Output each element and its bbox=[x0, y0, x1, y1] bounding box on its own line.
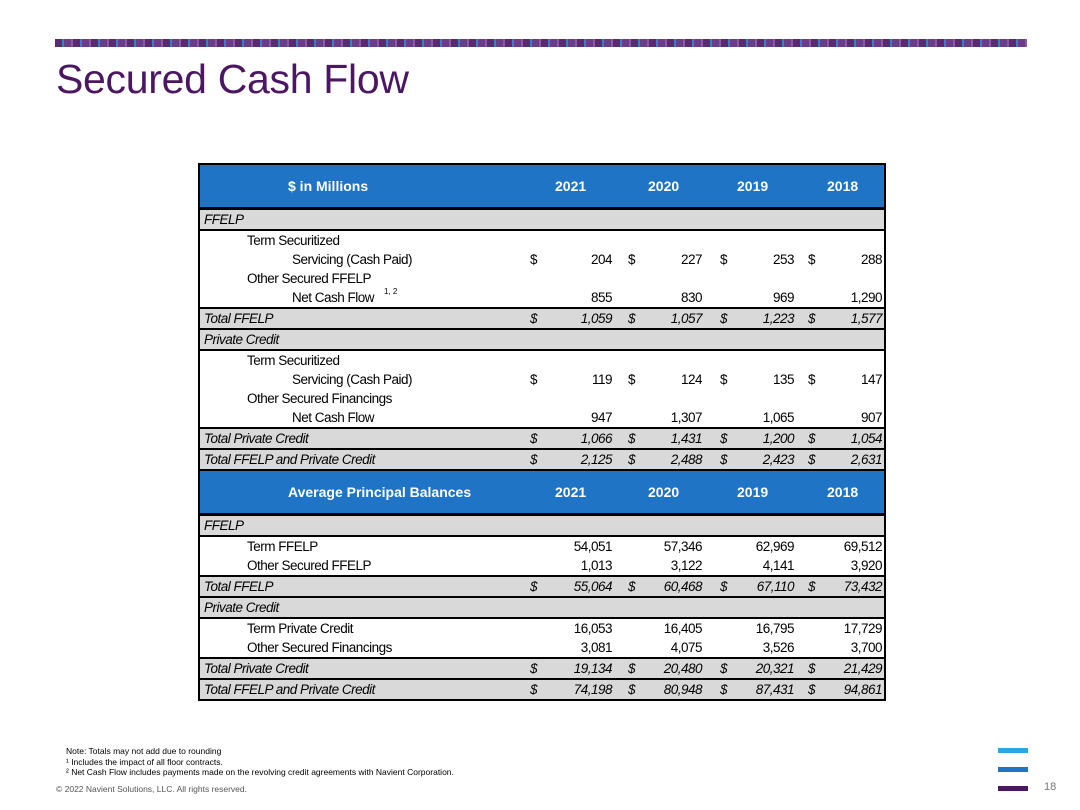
dollar-sign: $ bbox=[808, 452, 816, 467]
value-cell: 21,429 bbox=[843, 661, 882, 676]
total-label: Total Private Credit bbox=[204, 431, 309, 446]
footnote-marker: 1, 2 bbox=[384, 287, 398, 296]
row-label: Other Secured FFELP bbox=[247, 558, 372, 573]
table-row bbox=[200, 231, 884, 250]
value-cell: 3,122 bbox=[670, 558, 702, 573]
dollar-sign: $ bbox=[808, 682, 816, 697]
table-row bbox=[200, 288, 884, 307]
note-rounding: Note: Totals may not add due to rounding bbox=[66, 746, 222, 756]
grand-total-label: Total FFELP and Private Credit bbox=[204, 682, 375, 697]
value-cell: 1,577 bbox=[850, 311, 882, 326]
dollar-sign: $ bbox=[720, 311, 728, 326]
value-cell: 3,920 bbox=[850, 558, 882, 573]
table-header bbox=[200, 165, 884, 210]
dollar-sign: $ bbox=[808, 311, 816, 326]
value-cell: 253 bbox=[772, 252, 794, 267]
page-number: 18 bbox=[1044, 781, 1057, 793]
value-cell: 73,432 bbox=[843, 579, 882, 594]
dollar-sign: $ bbox=[808, 252, 816, 267]
table-row bbox=[200, 619, 884, 638]
value-cell: 87,431 bbox=[755, 682, 794, 697]
value-cell: 2,631 bbox=[850, 452, 882, 467]
note-net-cash-flow: ² Net Cash Flow includes payments made on the revolving credit agreements with Navient Corporation. bbox=[66, 767, 454, 777]
grand-total-row bbox=[200, 450, 884, 469]
value-cell: 1,290 bbox=[850, 290, 882, 305]
value-cell: 1,059 bbox=[580, 311, 612, 326]
value-cell: 135 bbox=[772, 372, 794, 387]
value-cell: 1,307 bbox=[670, 410, 702, 425]
dollar-sign: $ bbox=[628, 682, 636, 697]
grand-total-row bbox=[200, 680, 884, 699]
dollar-sign: $ bbox=[530, 661, 538, 676]
header-year: 2020 bbox=[648, 178, 680, 194]
value-cell: 119 bbox=[591, 372, 612, 387]
table-row bbox=[200, 638, 884, 657]
dollar-sign: $ bbox=[530, 372, 538, 387]
table-row bbox=[200, 389, 884, 408]
value-cell: 227 bbox=[680, 252, 702, 267]
value-cell: 20,480 bbox=[663, 661, 702, 676]
page-title: Secured Cash Flow bbox=[56, 56, 409, 102]
value-cell: 4,075 bbox=[670, 640, 702, 655]
value-cell: 1,066 bbox=[580, 431, 612, 446]
row-label: Servicing (Cash Paid) bbox=[292, 372, 413, 387]
table-row bbox=[200, 351, 884, 370]
header-year: 2019 bbox=[737, 178, 769, 194]
dollar-sign: $ bbox=[628, 372, 636, 387]
value-cell: 62,969 bbox=[755, 539, 794, 554]
dollar-sign: $ bbox=[808, 431, 816, 446]
value-cell: 830 bbox=[680, 290, 702, 305]
header-year: 2021 bbox=[555, 484, 587, 500]
dollar-sign: $ bbox=[530, 452, 538, 467]
cash-flow-table bbox=[198, 163, 886, 471]
value-cell: 1,013 bbox=[580, 558, 612, 573]
row-label: Term FFELP bbox=[247, 539, 318, 554]
logo-bar-bottom bbox=[998, 786, 1028, 791]
dollar-sign: $ bbox=[628, 311, 636, 326]
value-cell: 124 bbox=[680, 372, 702, 387]
header-year: 2021 bbox=[555, 178, 587, 194]
dollar-sign: $ bbox=[530, 579, 538, 594]
row-label: Other Secured Financings bbox=[247, 640, 392, 655]
header-year: 2019 bbox=[737, 484, 769, 500]
value-cell: 969 bbox=[772, 290, 794, 305]
header-year: 2018 bbox=[827, 484, 859, 500]
value-cell: 1,223 bbox=[762, 311, 794, 326]
value-cell: 67,110 bbox=[756, 579, 794, 594]
row-label: Other Secured Financings bbox=[247, 391, 392, 406]
value-cell: 1,200 bbox=[762, 431, 794, 446]
grand-total-label: Total FFELP and Private Credit bbox=[204, 452, 375, 467]
table-row bbox=[200, 537, 884, 556]
value-cell: 94,861 bbox=[843, 682, 882, 697]
total-row bbox=[200, 307, 884, 330]
header-year: 2018 bbox=[827, 178, 859, 194]
row-label: Net Cash Flow bbox=[292, 290, 375, 305]
value-cell: 2,488 bbox=[670, 452, 702, 467]
value-cell: 60,468 bbox=[663, 579, 702, 594]
value-cell: 20,321 bbox=[755, 661, 794, 676]
row-label: Term Securitized bbox=[247, 353, 340, 368]
header-units: Average Principal Balances bbox=[288, 484, 472, 500]
dollar-sign: $ bbox=[720, 252, 728, 267]
table-row bbox=[200, 556, 884, 575]
dollar-sign: $ bbox=[720, 661, 728, 676]
total-label: Total FFELP bbox=[204, 311, 274, 326]
decorative-top-bar bbox=[55, 39, 1027, 47]
dollar-sign: $ bbox=[628, 579, 636, 594]
dollar-sign: $ bbox=[720, 682, 728, 697]
value-cell: 3,526 bbox=[762, 640, 794, 655]
total-label: Total FFELP bbox=[204, 579, 274, 594]
section-header bbox=[200, 598, 884, 619]
dollar-sign: $ bbox=[530, 682, 538, 697]
value-cell: 1,054 bbox=[850, 431, 882, 446]
dollar-sign: $ bbox=[808, 579, 816, 594]
dollar-sign: $ bbox=[628, 252, 636, 267]
value-cell: 1,057 bbox=[670, 311, 702, 326]
value-cell: 907 bbox=[860, 410, 882, 425]
value-cell: 16,053 bbox=[573, 621, 612, 636]
value-cell: 1,431 bbox=[670, 431, 702, 446]
value-cell: 16,405 bbox=[663, 621, 702, 636]
value-cell: 55,064 bbox=[573, 579, 612, 594]
row-label: Term Private Credit bbox=[247, 621, 354, 636]
footnotes bbox=[66, 746, 454, 778]
header-units: $ in Millions bbox=[288, 178, 369, 194]
total-row bbox=[200, 657, 884, 680]
dollar-sign: $ bbox=[530, 252, 538, 267]
dollar-sign: $ bbox=[628, 661, 636, 676]
section-header bbox=[200, 516, 884, 537]
total-row bbox=[200, 575, 884, 598]
value-cell: 855 bbox=[590, 290, 612, 305]
value-cell: 74,198 bbox=[573, 682, 612, 697]
row-label: Net Cash Flow bbox=[292, 410, 375, 425]
dollar-sign: $ bbox=[720, 452, 728, 467]
section-label: FFELP bbox=[204, 212, 244, 227]
header-year: 2020 bbox=[648, 484, 680, 500]
section-header bbox=[200, 210, 884, 231]
value-cell: 4,141 bbox=[762, 558, 794, 573]
table-header bbox=[200, 471, 884, 516]
row-label: Other Secured FFELP bbox=[247, 271, 372, 286]
dollar-sign: $ bbox=[720, 431, 728, 446]
value-cell: 147 bbox=[860, 372, 882, 387]
value-cell: 2,423 bbox=[762, 452, 794, 467]
row-label: Servicing (Cash Paid) bbox=[292, 252, 413, 267]
section-label: FFELP bbox=[204, 518, 244, 533]
logo-bar-middle bbox=[998, 767, 1028, 772]
total-label: Total Private Credit bbox=[204, 661, 309, 676]
value-cell: 57,346 bbox=[663, 539, 702, 554]
value-cell: 1,065 bbox=[762, 410, 794, 425]
dollar-sign: $ bbox=[808, 372, 816, 387]
copyright: © 2022 Navient Solutions, LLC. All rights reserved. bbox=[56, 784, 248, 794]
value-cell: 288 bbox=[860, 252, 882, 267]
table-row bbox=[200, 370, 884, 389]
value-cell: 3,700 bbox=[850, 640, 882, 655]
value-cell: 19,134 bbox=[573, 661, 612, 676]
table-row bbox=[200, 269, 884, 288]
value-cell: 947 bbox=[590, 410, 612, 425]
dollar-sign: $ bbox=[628, 431, 636, 446]
value-cell: 204 bbox=[590, 252, 612, 267]
dollar-sign: $ bbox=[628, 452, 636, 467]
value-cell: 17,729 bbox=[843, 621, 882, 636]
section-label: Private Credit bbox=[204, 600, 279, 615]
dollar-sign: $ bbox=[530, 431, 538, 446]
value-cell: 69,512 bbox=[843, 539, 882, 554]
note-floor-contracts: ¹ Includes the impact of all floor contracts. bbox=[66, 756, 223, 767]
dollar-sign: $ bbox=[808, 661, 816, 676]
total-row bbox=[200, 427, 884, 450]
value-cell: 80,948 bbox=[663, 682, 702, 697]
dollar-sign: $ bbox=[530, 311, 538, 326]
dollar-sign: $ bbox=[720, 372, 728, 387]
value-cell: 54,051 bbox=[573, 539, 612, 554]
value-cell: 2,125 bbox=[580, 452, 612, 467]
row-label: Term Securitized bbox=[247, 233, 340, 248]
value-cell: 3,081 bbox=[580, 640, 612, 655]
principal-balances-table bbox=[198, 469, 886, 701]
table-row bbox=[200, 250, 884, 269]
section-header bbox=[200, 330, 884, 351]
logo-bar-top bbox=[998, 748, 1028, 753]
table-row bbox=[200, 408, 884, 427]
section-label: Private Credit bbox=[204, 332, 279, 347]
dollar-sign: $ bbox=[720, 579, 728, 594]
value-cell: 16,795 bbox=[755, 621, 794, 636]
